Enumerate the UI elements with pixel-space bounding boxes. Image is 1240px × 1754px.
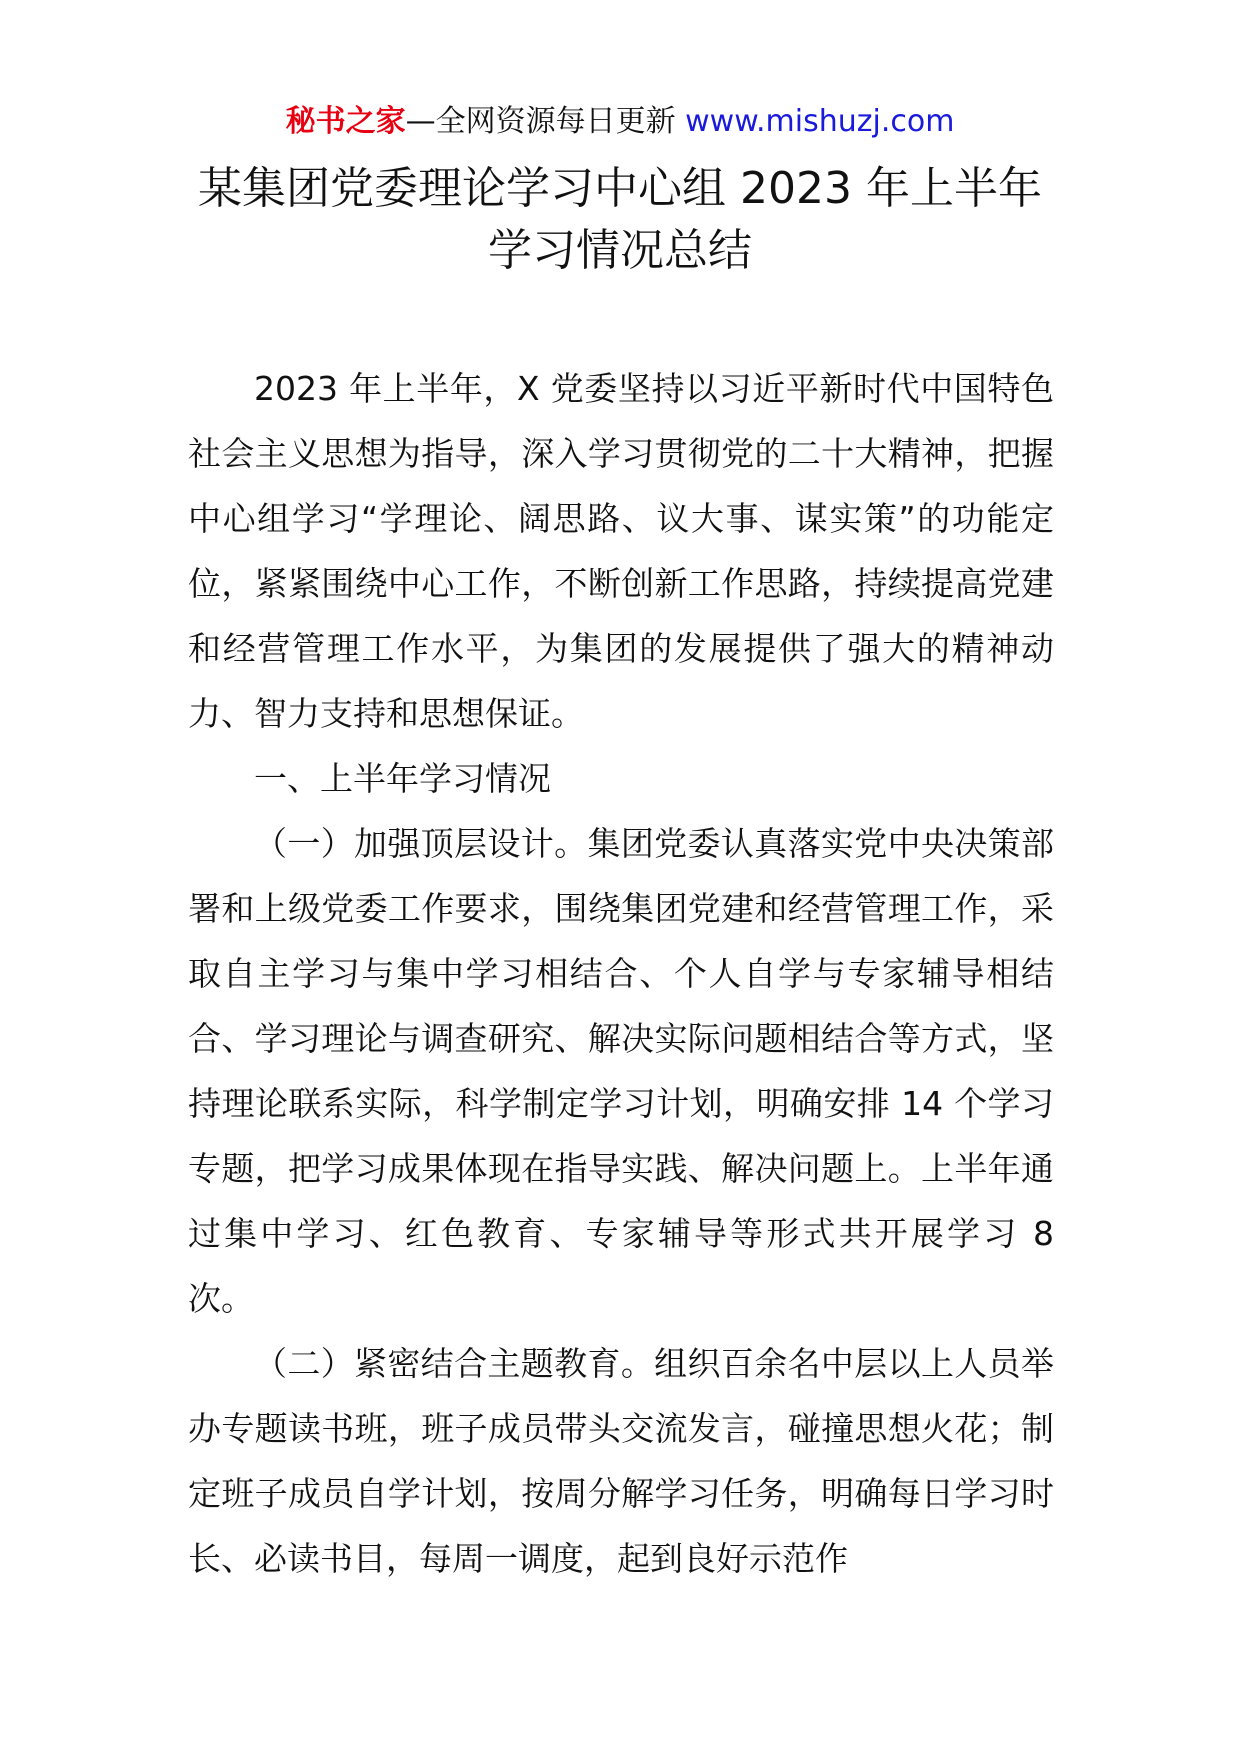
document-body (188, 356, 1054, 1591)
site-banner (0, 100, 1240, 144)
site-slogan: —全网资源每日更新 (405, 104, 676, 139)
title-line-2: 学习情况总结 (488, 225, 752, 276)
body-paragraph: （一）加强顶层设计。集团党委认真落实党中央决策部署和上级党委工作要求，围绕集团党建和经营管理工作，采取自主学习与集中学习相结合、个人自学与专家辅导相结合、学习理论与调查研究、解决实际问题相结合等方式，坚持理论联系实际，科学制定学习计划，明确安排 14 个学习专题，把学习成果体现在指导实践、解决问题上。上半年通过集中学习、红色教育、专家辅导等形式共开展学习 8 次。 (188, 824, 1054, 1318)
site-name: 秘书之家 (285, 104, 406, 139)
section-heading: 一、上半年学习情况 (254, 759, 551, 798)
intro-paragraph: 2023 年上半年，X 党委坚持以习近平新时代中国特色社会主义思想为指导，深入学习贯彻党的二十大精神，把握中心组学习“学理论、阔思路、议大事、谋实策”的功能定位，紧紧围绕中心工作，不断创新工作思路，持续提高党建和经营管理工作水平，为集团的发展提供了强大的精神动力、智力支持和思想保证。 (188, 369, 1054, 733)
document-title (120, 158, 1120, 282)
title-line-1: 某集团党委理论学习中心组 2023 年上半年 (198, 163, 1042, 214)
body-paragraph: （二）紧密结合主题教育。组织百余名中层以上人员举办专题读书班，班子成员带头交流发言，碰撞思想火花；制定班子成员自学计划，按周分解学习任务，明确每日学习时长、必读书目，每周一调度，起到良好示范作 (188, 1344, 1054, 1578)
site-url-link[interactable]: www.mishuzj.com (685, 104, 955, 139)
